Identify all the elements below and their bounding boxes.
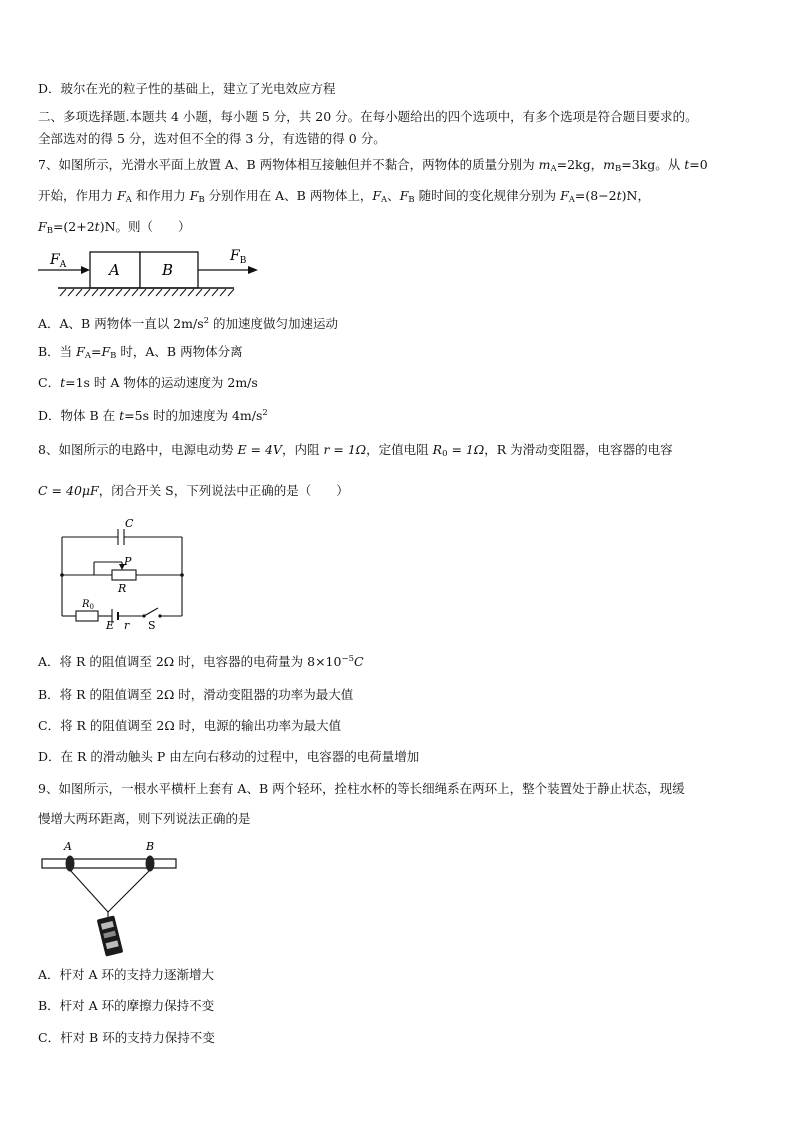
r0-label: $R_0$ [82,599,94,611]
rheostat-label: R [118,582,127,595]
q8-option-b: B．将 R 的阻值调至 2Ω 时，滑动变阻器的功率为最大值 [38,687,354,702]
q9-option-c: C．杆对 B 环的支持力保持不变 [38,1030,215,1045]
force-b-label: $F_B$ [230,248,247,266]
q8-stem-line-1: 8、如图所示的电路中，电源电动势 E = 4V，内阻 r = 1Ω，定值电阻 $R_0 = 1\Omega$，R 为滑动变阻器，电容器的电容 [38,442,673,459]
horizontal-rod [42,859,176,868]
q7-option-d: D．物体 B 在 t=5s 时的加速度为 $4m/s^2$ [38,408,268,423]
capacitor-label: C [125,518,134,530]
q7-option-b: B．当 $F_A=F_B$ 时，A、B 两物体分离 [38,344,243,361]
q8-option-c: C．将 R 的阻值调至 2Ω 时，电源的输出功率为最大值 [38,718,342,733]
q9-stem-line-1: 9、如图所示，一根水平横杆上套有 A、B 两个轻环，拴柱水杯的等长细绳系在两环上，整个装置处于静止状态，现缓 [38,781,685,796]
q9-option-b: B．杆对 A 环的摩擦力保持不变 [38,998,215,1013]
hanging-cup [97,915,124,956]
q9-rings-figure [40,838,180,958]
internal-resistance-label: r [124,619,130,630]
section-instructions-line-2: 全部选对的得 5 分，选对但不全的得 3 分，有选错的得 0 分。 [38,131,386,146]
rheostat-r [112,570,136,580]
q7-stem-line-1: 7、如图所示，光滑水平面上放置 A、B 两物体相互接触但并不黏合，两物体的质量分别为 $m_A=2kg$，$m_B=3kg$。从 t=0 [38,157,708,174]
ring-b-label: B [146,840,155,853]
resistor-r0 [76,611,98,621]
q7-blocks-figure [38,244,270,300]
prev-question-option-d: D．玻尔在光的粒子性的基础上，建立了光电效应方程 [38,81,336,96]
section-instructions-line-1: 二、多项选择题.本题共 4 小题，每小题 5 分，共 20 分。在每小题给出的四个选项中，有多个选项是符合题目要求的。 [38,109,698,124]
block-a-label: A [109,261,120,279]
emf-label: E [106,619,115,630]
q8-option-d: D．在 R 的滑动触头 P 由左向右移动的过程中，电容器的电荷量增加 [38,749,420,764]
q7-option-a: A．A、B 两物体一直以 $2m/s^2$ 的加速度做匀加速运动 [38,316,339,331]
q7-stem-line-3: $F_B=(2+2t)N$。则（ ） [38,219,191,236]
ring-a [66,856,75,872]
force-a-label: $F_A$ [50,252,67,270]
q7-stem-line-2: 开始，作用力 $F_A$ 和作用力 $F_B$ 分别作用在 A、B 两物体上，$F_A$、$F_B$ 随时间的变化规律分别为 $F_A=(8-2t)N$， [38,188,650,205]
ring-b [146,856,155,872]
q7-option-c: C．t=1s 时 A 物体的运动速度为 2m/s [38,375,258,390]
q9-option-a: A．杆对 A 环的支持力逐渐增大 [38,967,215,982]
switch-s [144,608,158,616]
block-b-label: B [162,261,174,279]
q9-stem-line-2: 慢增大两环距离，则下列说法正确的是 [38,811,251,826]
slider-label: P [124,555,132,568]
q8-circuit-figure [58,518,188,630]
switch-label: S [148,619,156,630]
string-left [70,870,108,912]
string-right [108,870,150,912]
q8-stem-line-2: C = 40μF，闭合开关 S，下列说法中正确的是（ ） [38,483,349,498]
ground-hatching [60,289,234,296]
q8-option-a: A．将 R 的阻值调至 2Ω 时，电容器的电荷量为 $8\times 10^{-5}C$ [38,654,364,669]
ring-a-label: A [64,840,72,853]
